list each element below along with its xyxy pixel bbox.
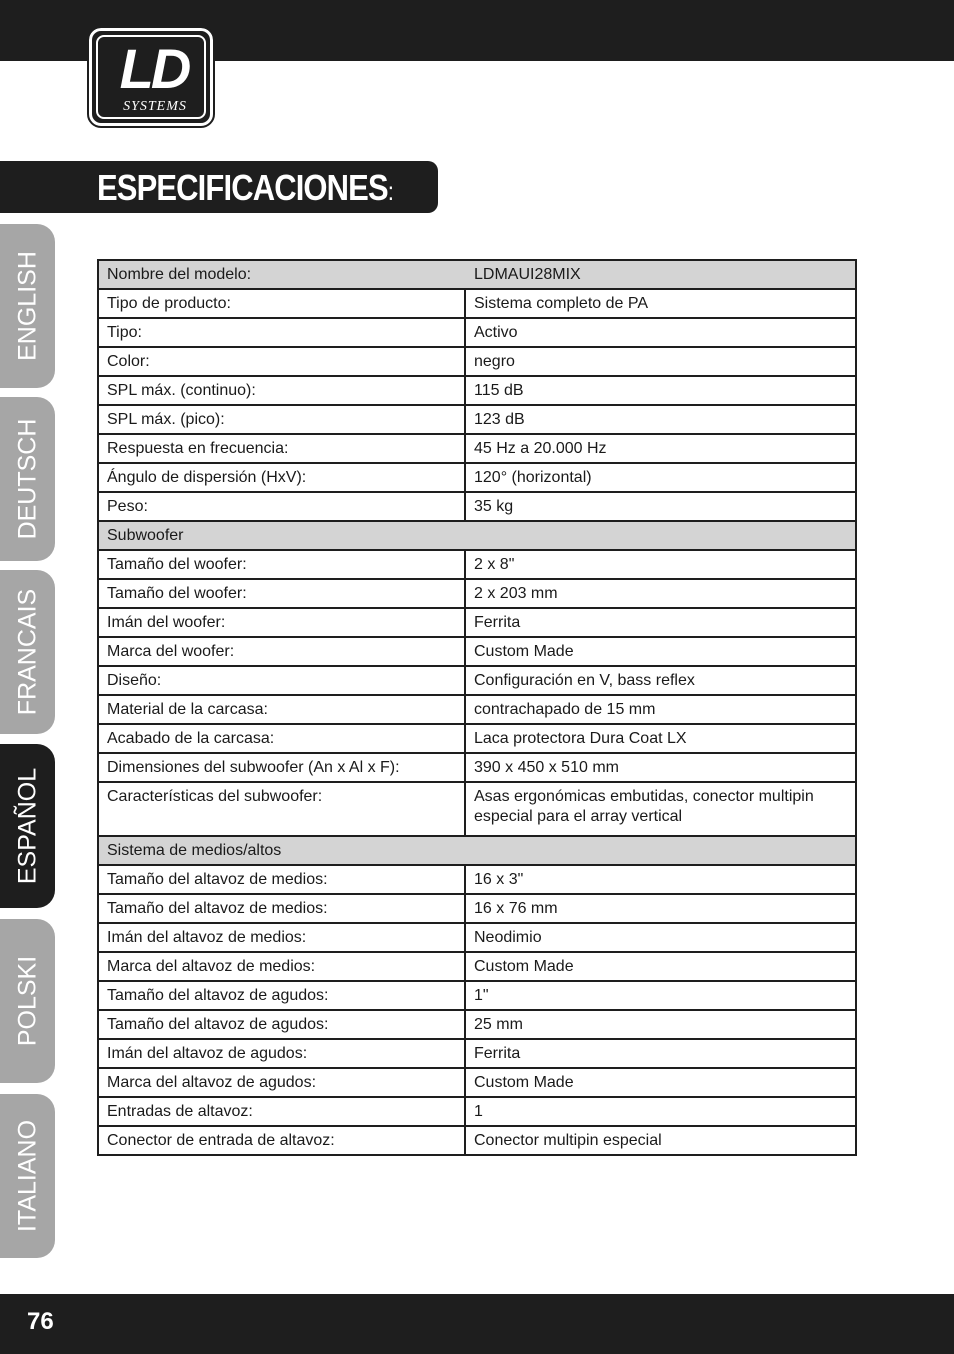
lang-tab-english[interactable] <box>0 224 55 388</box>
spec-value: Custom Made <box>465 952 856 981</box>
table-row <box>98 1068 856 1097</box>
logo-systems-text: SYSTEMS <box>123 99 187 114</box>
spec-value: 2 x 8" <box>465 550 856 579</box>
spec-value: 25 mm <box>465 1010 856 1039</box>
footer-bar <box>0 1294 954 1354</box>
section-header-subwoofer <box>98 521 856 550</box>
spec-label: Dimensiones del subwoofer (An x Al x F): <box>98 753 465 782</box>
table-row <box>98 637 856 666</box>
spec-value: Sistema completo de PA <box>465 289 856 318</box>
table-row <box>98 894 856 923</box>
spec-value: Configuración en V, bass reflex <box>465 666 856 695</box>
spec-label: Entradas de altavoz: <box>98 1097 465 1126</box>
spec-value: 35 kg <box>465 492 856 521</box>
spec-label: Tamaño del altavoz de medios: <box>98 865 465 894</box>
section-header-cell: Subwoofer <box>98 521 856 550</box>
spec-value: 120° (horizontal) <box>465 463 856 492</box>
table-row <box>98 492 856 521</box>
lang-tab-polski[interactable] <box>0 919 55 1083</box>
spec-value: Laca protectora Dura Coat LX <box>465 724 856 753</box>
spec-label: Imán del altavoz de medios: <box>98 923 465 952</box>
spec-label: Peso: <box>98 492 465 521</box>
spec-label: Tipo: <box>98 318 465 347</box>
table-row <box>98 923 856 952</box>
spec-label: Tamaño del altavoz de agudos: <box>98 1010 465 1039</box>
table-row <box>98 1126 856 1155</box>
spec-label: Material de la carcasa: <box>98 695 465 724</box>
table-row-model <box>98 260 856 289</box>
table-row <box>98 782 856 836</box>
spec-value: Ferrita <box>465 1039 856 1068</box>
spec-label: Características del subwoofer: <box>98 782 465 836</box>
spec-value: contrachapado de 15 mm <box>465 695 856 724</box>
page-title <box>97 167 393 212</box>
logo-frame <box>96 35 206 119</box>
lang-tab-label: POLSKI <box>13 955 41 1047</box>
table-row <box>98 289 856 318</box>
spec-value: 123 dB <box>465 405 856 434</box>
spec-value: Neodimio <box>465 923 856 952</box>
page-title-text: ESPECIFICACIONES <box>97 167 388 208</box>
page-number: 76 <box>27 1308 54 1335</box>
lang-tab-francais[interactable] <box>0 570 55 734</box>
table-row <box>98 550 856 579</box>
table-row <box>98 695 856 724</box>
spec-label: Nombre del modelo: <box>98 260 465 289</box>
table-row <box>98 434 856 463</box>
spec-label: Imán del woofer: <box>98 608 465 637</box>
lang-tab-label: DEUTSCH <box>13 418 41 540</box>
spec-value: 2 x 203 mm <box>465 579 856 608</box>
spec-label: Marca del altavoz de medios: <box>98 952 465 981</box>
spec-value: 390 x 450 x 510 mm <box>465 753 856 782</box>
spec-label: Respuesta en frecuencia: <box>98 434 465 463</box>
lang-tab-label: FRANCAIS <box>13 588 41 716</box>
lang-tab-label: ITALIANO <box>13 1119 41 1233</box>
logo-ld-text: LD <box>119 37 189 100</box>
lang-tab-deutsch[interactable] <box>0 397 55 561</box>
spec-label: SPL máx. (pico): <box>98 405 465 434</box>
spec-label: Acabado de la carcasa: <box>98 724 465 753</box>
spec-value: 16 x 3" <box>465 865 856 894</box>
table-row <box>98 724 856 753</box>
table-row <box>98 463 856 492</box>
table-row <box>98 865 856 894</box>
spec-value: Ferrita <box>465 608 856 637</box>
table-row <box>98 1039 856 1068</box>
section-title-bar <box>0 161 438 213</box>
lang-tab-label: ESPAÑOL <box>13 767 41 885</box>
spec-label: Imán del altavoz de agudos: <box>98 1039 465 1068</box>
table-row <box>98 347 856 376</box>
table-row <box>98 1010 856 1039</box>
spec-label: Marca del woofer: <box>98 637 465 666</box>
spec-label: SPL máx. (continuo): <box>98 376 465 405</box>
table-row <box>98 753 856 782</box>
spec-value: 1 <box>465 1097 856 1126</box>
lang-tab-label: ENGLISH <box>13 251 41 361</box>
spec-value: 45 Hz a 20.000 Hz <box>465 434 856 463</box>
table-row <box>98 579 856 608</box>
ld-systems-logo <box>89 28 213 126</box>
lang-tab-espanol[interactable] <box>0 744 55 908</box>
spec-value: LDMAUI28MIX <box>465 260 856 289</box>
spec-label: Ángulo de dispersión (HxV): <box>98 463 465 492</box>
table-row <box>98 1097 856 1126</box>
spec-value: Conector multipin especial <box>465 1126 856 1155</box>
table-row <box>98 405 856 434</box>
spec-value: Asas ergonómicas embutidas, conector multipin especial para el array vertical <box>465 782 856 836</box>
spec-value: Custom Made <box>465 637 856 666</box>
table-row <box>98 376 856 405</box>
spec-label: Conector de entrada de altavoz: <box>98 1126 465 1155</box>
table-row <box>98 952 856 981</box>
lang-tab-italiano[interactable] <box>0 1094 55 1258</box>
spec-value: negro <box>465 347 856 376</box>
specifications-table <box>97 259 857 1156</box>
spec-value: 16 x 76 mm <box>465 894 856 923</box>
spec-label: Color: <box>98 347 465 376</box>
spec-label: Tipo de producto: <box>98 289 465 318</box>
spec-label: Tamaño del altavoz de medios: <box>98 894 465 923</box>
section-header-cell: Sistema de medios/altos <box>98 836 856 865</box>
spec-value: 115 dB <box>465 376 856 405</box>
section-header-mid-high <box>98 836 856 865</box>
table-row <box>98 318 856 347</box>
spec-value: Activo <box>465 318 856 347</box>
table-row <box>98 608 856 637</box>
table-row <box>98 981 856 1010</box>
page-title-colon: : <box>387 176 394 206</box>
spec-value: 1" <box>465 981 856 1010</box>
table-row <box>98 666 856 695</box>
spec-label: Tamaño del altavoz de agudos: <box>98 981 465 1010</box>
spec-label: Tamaño del woofer: <box>98 579 465 608</box>
spec-value: Custom Made <box>465 1068 856 1097</box>
spec-label: Tamaño del woofer: <box>98 550 465 579</box>
spec-label: Diseño: <box>98 666 465 695</box>
spec-label: Marca del altavoz de agudos: <box>98 1068 465 1097</box>
